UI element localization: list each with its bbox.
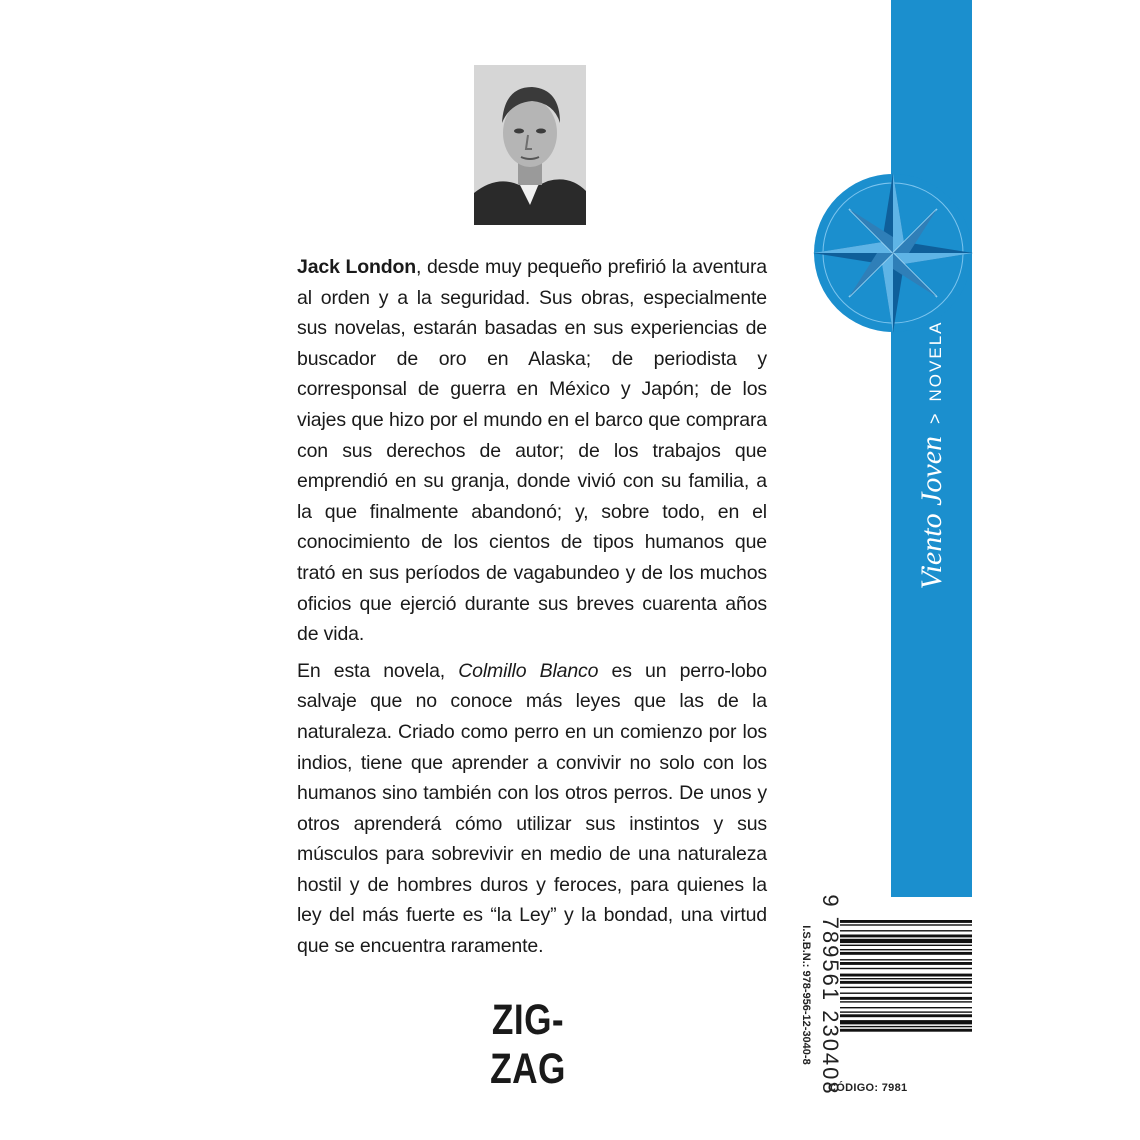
genre-label: NOVELA — [926, 320, 945, 402]
barcode-bar — [840, 920, 972, 923]
compass-rose-icon — [813, 173, 973, 333]
author-bio — [297, 252, 767, 962]
barcode-bar — [840, 997, 972, 1000]
series-name: Viento Joven — [915, 435, 948, 590]
barcode-bar — [840, 930, 972, 931]
barcode-bar — [840, 939, 972, 943]
author-name: Jack London — [297, 256, 417, 278]
barcode-bar — [840, 993, 972, 994]
barcode-bar — [840, 952, 972, 955]
product-code: CÓDIGO: 7981 — [828, 1082, 908, 1094]
barcode-bar — [840, 968, 972, 969]
barcode-bar — [840, 1014, 972, 1017]
barcode-bar — [840, 987, 972, 988]
barcode-bar — [840, 935, 972, 938]
barcode-bar — [840, 1001, 972, 1002]
barcode-bar — [840, 1026, 972, 1027]
novel-paragraph-text: es un perro-lobo salvaje que no conoce más leyes que las de la naturaleza. Criado como perro en un comienzo por los indios, tiene que aprender a convivir no solo con los humanos sino también con los otros perros. De unos y otros aprenderá cómo utilizar sus instintos y sus músculos para sobrevivir en medio de una naturaleza hostil y de hombres duros y feroces, para quienes la ley del más fuerte es “la Ley” y la bondad, una virtud que se encuentra raramente. — [297, 659, 767, 958]
barcode-bar — [840, 949, 972, 950]
barcode-bar — [840, 945, 972, 946]
barcode-bar — [840, 962, 972, 965]
author-photo — [474, 65, 586, 225]
barcode-bar — [840, 974, 972, 977]
barcode-bar — [840, 1020, 972, 1024]
bio-paragraph-author-text: , desde muy pequeño prefirió la aventura al orden y a la seguridad. Sus obras, especialmente sus novelas, estarán basadas en sus experiencias de buscador de oro en Alaska; de periodista y corresponsal de guerra en México y Japón; de los viajes que hizo por el mundo en el barco que comprara con sus derechos de autor; de los trabajos que emprendió en su granja, donde vivió con su familia, a la que finalmente abandonó; y, sobre todo, en el conocimiento de los cientos de tipos humanos que trató en sus períodos de vagabundeo y de los muchos oficios que ejerció durante sus breves cuarenta años de vida. — [297, 256, 767, 646]
barcode-bar — [840, 1007, 972, 1008]
separator: > — [925, 413, 945, 424]
spine-text — [915, 320, 949, 589]
barcode-bar — [840, 981, 972, 984]
bio-paragraph-novel — [297, 656, 767, 962]
barcode-bar — [840, 1029, 972, 1032]
bio-paragraph-author — [297, 252, 767, 650]
novel-title: Colmillo Blanco — [458, 659, 599, 682]
barcode-bar — [840, 924, 972, 925]
barcode-bar — [840, 959, 972, 960]
barcode-bar — [840, 1011, 972, 1012]
publisher-logo: ZIG-ZAG — [490, 996, 566, 1093]
novel-paragraph-start: En esta novela, — [297, 659, 459, 682]
isbn-label: I.S.B.N.: 978-956-12-3040-8 — [800, 925, 812, 1065]
barcode-bar — [840, 978, 972, 979]
barcode-digits: 9 789561 230408 — [818, 894, 843, 1096]
